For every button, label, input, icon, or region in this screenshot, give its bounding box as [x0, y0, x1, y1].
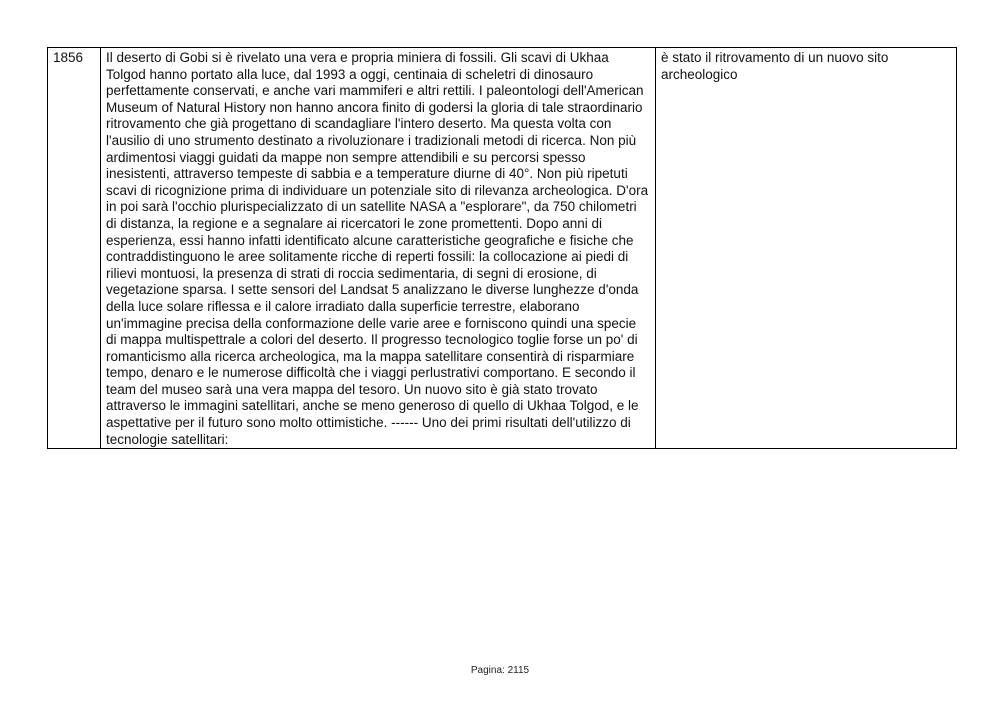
record-text-cell: Il deserto di Gobi si è rivelato una vera e propria miniera di fossili. Gli scavi di Ukhaa Tolgod hanno portato alla luce, dal 1993 a oggi, centinaia di scheletri di dinosauro perfettamente conservati, e anche vari mammiferi e altri rettili. I paleontologi dell'American Museum of Natural History non hanno ancora finito di godersi la gloria di tale straordinario ritrovamento che già progettano di scandagliare l'intero deserto. Ma questa volta con l'ausilio di uno strumento destinato a rivoluzionare i tradizionali metodi di ricerca. Non più ardimentosi viaggi guidati da mappe non sempre attendibili e su percorsi spesso inesistenti, attraverso tempeste di sabbia e a temperature diurne di 40°. Non più ripetuti scavi di ricognizione prima di individuare un potenziale sito di rilevanza archeologica. D'ora in poi sarà l'occhio plurispecializzato di un satellite NASA a "esplorare", da 750 chilometri di distanza, la regione e a segnalare ai ricercatori le zone promettenti. Dopo anni di esperienza, essi hanno infatti identificato alcune caratteristiche geografiche e fisiche che contraddistinguono le aree solitamente ricche di reperti fossili: la collocazione ai piedi di rilievi montuosi, la presenza di strati di roccia sedimentaria, di segni di erosione, di vegetazione sparsa. I sette sensori del Landsat 5 analizzano le diverse lunghezze d'onda della luce solare riflessa e il calore irradiato dalla superficie terrestre, elaborano un'immagine precisa della conformazione delle varie aree e forniscono quindi una specie di mappa multispettrale a colori del deserto. Il progresso tecnologico toglie forse un po' di romanticismo alla ricerca archeologica, ma la mappa satellitare consentirà di risparmiare tempo, denaro e le numerose difficoltà che i viaggi perlustrativi comportano. E secondo il team del museo sarà una vera mappa del tesoro. Un nuovo sito è già stato trovato attraverso le immagini satellitari, anche se meno generoso di quello di Ukhaa Tolgod, e le aspettative per il futuro sono molto ottimistiche. ------ Uno dei primi risultati dell'utilizzo di tecnologie satellitari:: [101, 48, 656, 449]
page-number: Pagina: 2115: [470, 665, 530, 676]
record-table: [47, 47, 957, 449]
record-id-cell: 1856: [48, 48, 101, 449]
record-note-cell: è stato il ritrovamento di un nuovo sito archeologico: [656, 48, 957, 449]
table-row: [48, 48, 957, 449]
